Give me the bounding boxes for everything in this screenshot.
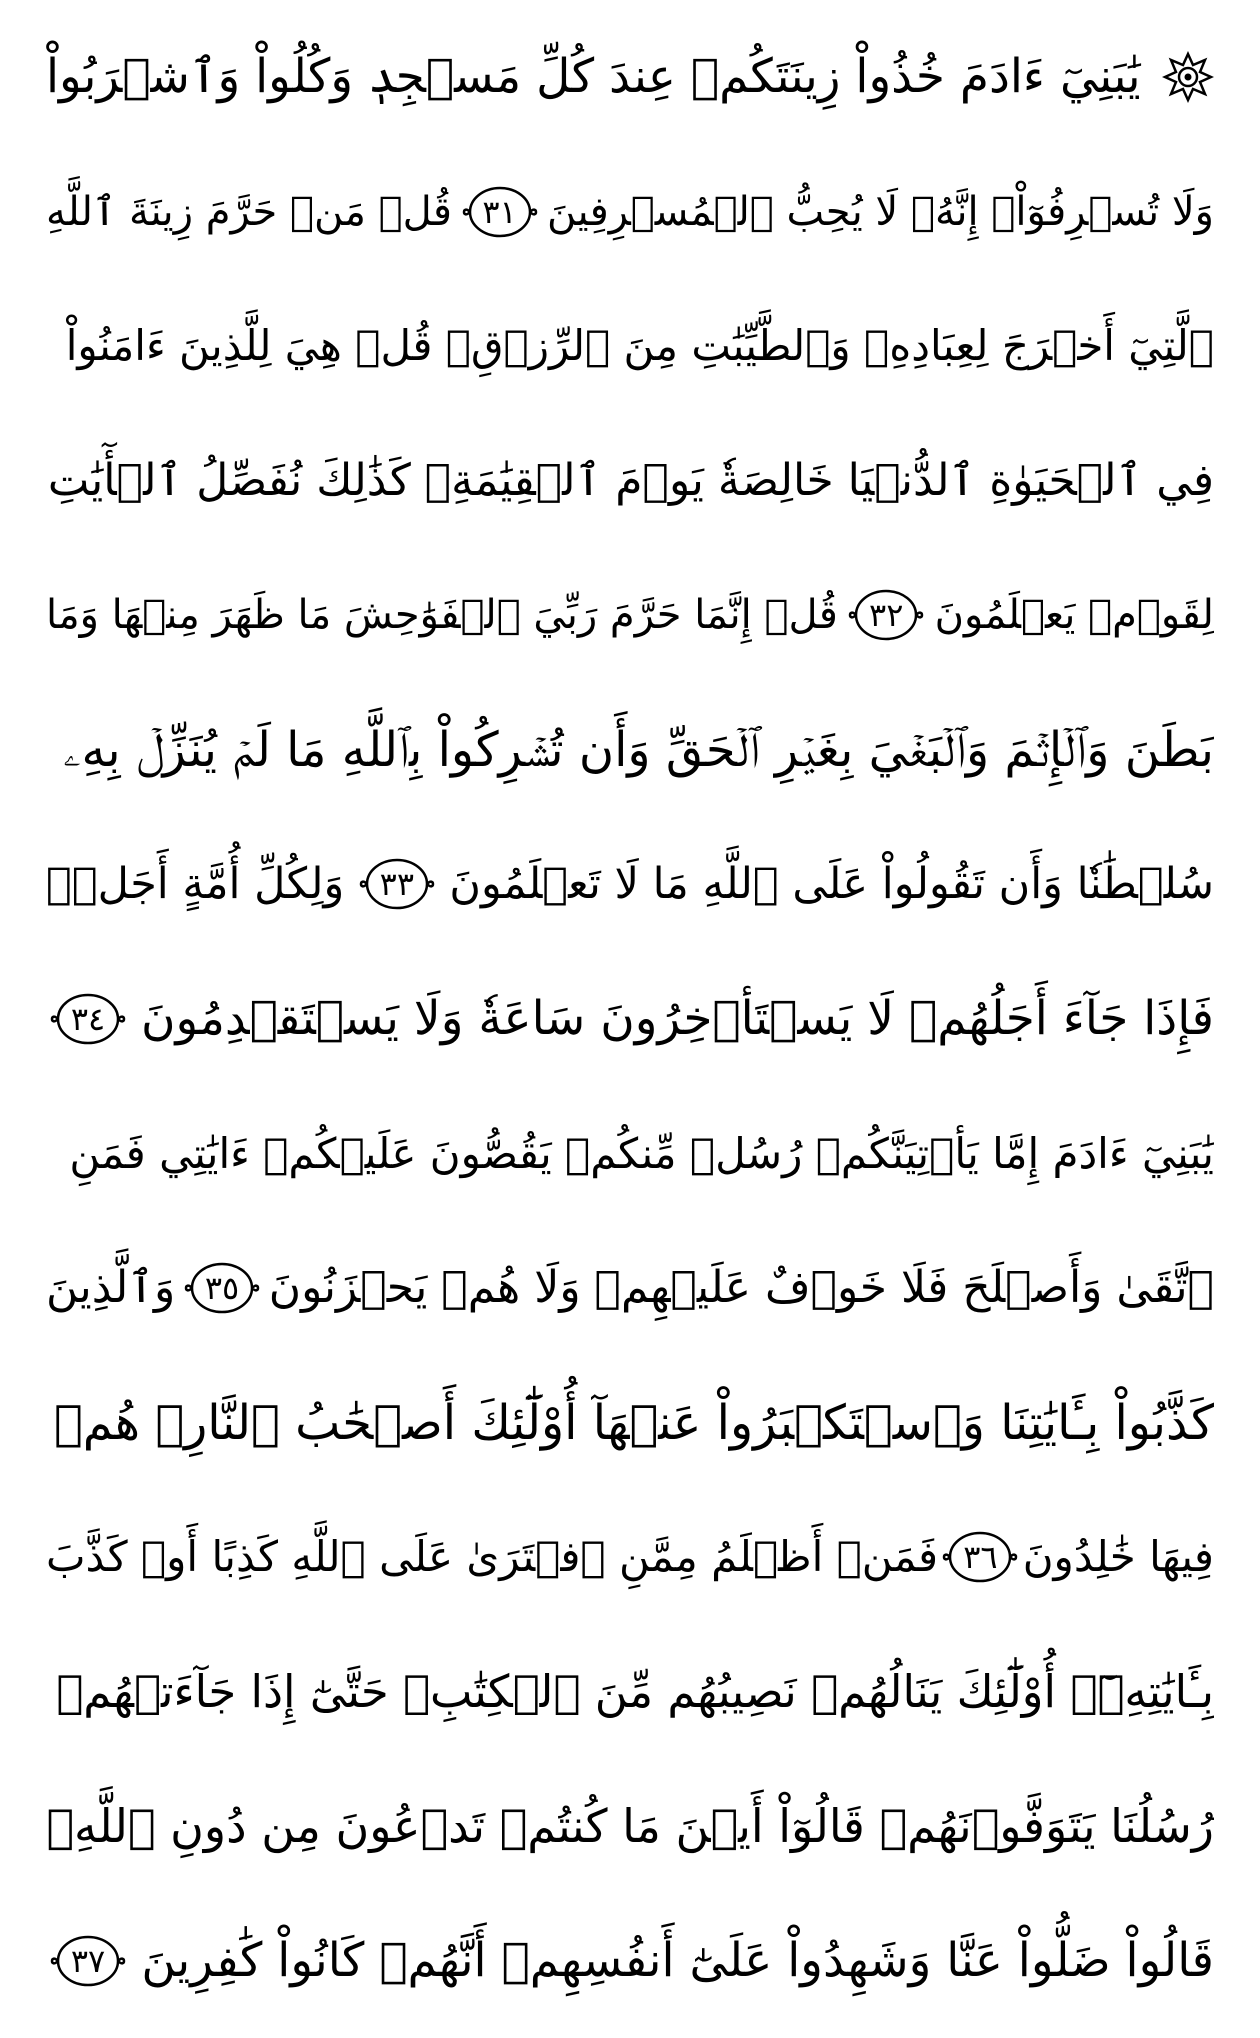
verse-text: وَلِكُلِّ أُمَّةٍ أَجَلٞۖ [46, 859, 345, 910]
text-line-14 [46, 1767, 1214, 1885]
verse-text: وَٱلَّذِينَ [46, 1262, 176, 1314]
ayah-end-marker [938, 1529, 1022, 1585]
text-line-5 [46, 556, 1214, 674]
ayah-number: ٣٦ [963, 1538, 998, 1577]
verse-text: وَلَا تُسۡرِفُوٓاْۚ إِنَّهُۥ لَا يُحِبُّ ٱلۡمُسۡرِفِينَ [547, 188, 1214, 235]
verse-text: لِقَوۡمٖ يَعۡلَمُونَ [934, 592, 1214, 639]
text-line-7 [46, 825, 1214, 943]
verse-text: فَمَنۡ أَظۡلَمُ مِمَّنِ ٱفۡتَرَىٰ عَلَى ٱللَّهِ كَذِبًا أَوۡ كَذَّبَ [46, 1532, 939, 1582]
ayah-number: ٣٧ [70, 1941, 106, 1980]
verse-text: قُلۡ مَنۡ حَرَّمَ زِينَةَ ٱللَّهِ [46, 188, 453, 235]
text-line-12 [46, 1498, 1214, 1616]
text-line-2 [46, 153, 1214, 271]
ayah-end-marker [46, 991, 130, 1047]
text-line-3 [46, 287, 1214, 405]
text-line-9 [46, 1095, 1214, 1213]
verse-text: بَطَنَ وَٱلۡإِثۡمَ وَٱلۡبَغۡيَ بِغَيۡرِ ٱلۡحَقِّ وَأَن تُشۡرِكُواْ بِٱللَّهِ مَا لَمۡ يُنَزِّلۡ بِهِۦ [63, 721, 1214, 778]
hizb-marker-icon [1162, 51, 1214, 103]
text-line-8 [46, 960, 1214, 1078]
verse-text: يَٰبَنِيٓ ءَادَمَ إِمَّا يَأۡتِيَنَّكُمۡ رُسُلٞ مِّنكُمۡ يَقُصُّونَ عَلَيۡكُمۡ ءَايَٰتِي فَمَنِ [69, 1128, 1214, 1178]
ayah-end-marker [355, 856, 439, 912]
verse-text: ٱتَّقَىٰ وَأَصۡلَحَ فَلَا خَوۡفٌ عَلَيۡهِمۡ وَلَا هُمۡ يَحۡزَنُونَ [268, 1262, 1214, 1314]
verse-text: رُسُلُنَا يَتَوَفَّوۡنَهُمۡ قَالُوٓاْ أَيۡنَ مَا كُنتُمۡ تَدۡعُونَ مِن دُونِ ٱللَّهِۖ [46, 1799, 1214, 1854]
text-line-6 [46, 691, 1214, 809]
verse-text: ٱلَّتِيٓ أَخۡرَجَ لِعِبَادِهِۦ وَٱلطَّيِّبَٰتِ مِنَ ٱلرِّزۡقِۚ قُلۡ هِيَ لِلَّذِينَ ءَامَنُواْ [65, 321, 1214, 371]
verse-text: فِيهَا خَٰلِدُونَ [1022, 1532, 1214, 1582]
ayah-end-marker [844, 587, 928, 643]
ayah-end-marker [458, 184, 542, 240]
ayah-end-marker [180, 1260, 264, 1316]
ayah-number: ٣٢ [869, 596, 904, 635]
verse-text: سُلۡطَٰنٗا وَأَن تَقُولُواْ عَلَى ٱللَّهِ مَا لَا تَعۡلَمُونَ [449, 859, 1214, 910]
text-line-10 [46, 1229, 1214, 1347]
ayah-number: ٣١ [482, 192, 517, 231]
text-line-4 [46, 422, 1214, 540]
verse-text: كَذَّبُواْ بِـَٔايَٰتِنَا وَٱسۡتَكۡبَرُواْ عَنۡهَآ أُوْلَٰٓئِكَ أَصۡحَٰبُ ٱلنَّارِۖ هُمۡ [54, 1394, 1214, 1451]
text-line-13 [46, 1633, 1214, 1751]
verse-text: قَالُواْ ضَلُّواْ عَنَّا وَشَهِدُواْ عَلَىٰٓ أَنفُسِهِمۡ أَنَّهُمۡ كَانُواْ كَٰفِرِينَ [141, 1932, 1214, 1988]
verse-text: بِـَٔايَٰتِهِۦٓۚ أُوْلَٰٓئِكَ يَنَالُهُمۡ نَصِيبُهُم مِّنَ ٱلۡكِتَٰبِۖ حَتَّىٰٓ إِذَا جَآءَتۡهُمۡ [56, 1664, 1214, 1718]
ayah-end-marker [46, 1933, 130, 1989]
verse-text: قُلۡ إِنَّمَا حَرَّمَ رَبِّيَ ٱلۡفَوَٰحِشَ مَا ظَهَرَ مِنۡهَا وَمَا [46, 592, 838, 639]
verse-text: فِي ٱلۡحَيَوٰةِ ٱلدُّنۡيَا خَالِصَةٗ يَوۡمَ ٱلۡقِيَٰمَةِۗ كَذَٰلِكَ نُفَصِّلُ ٱلۡأٓيَٰتِ [47, 454, 1214, 506]
text-line-11 [46, 1364, 1214, 1482]
verse-text: يَٰبَنِيٓ ءَادَمَ خُذُواْ زِينَتَكُمۡ عِندَ كُلِّ مَسۡجِدٖ وَكُلُواْ وَٱشۡرَبُواْ [46, 49, 1141, 104]
text-line-15 [46, 1902, 1214, 2020]
text-line-1 [46, 18, 1214, 136]
ayah-number: ٣٤ [70, 999, 106, 1038]
verse-text: فَإِذَا جَآءَ أَجَلُهُمۡ لَا يَسۡتَأۡخِرُونَ سَاعَةٗ وَلَا يَسۡتَقۡدِمُونَ [140, 990, 1214, 1046]
ayah-number: ٣٥ [204, 1269, 240, 1308]
quran-text-block [46, 18, 1214, 2020]
ayah-number: ٣٣ [379, 865, 415, 904]
